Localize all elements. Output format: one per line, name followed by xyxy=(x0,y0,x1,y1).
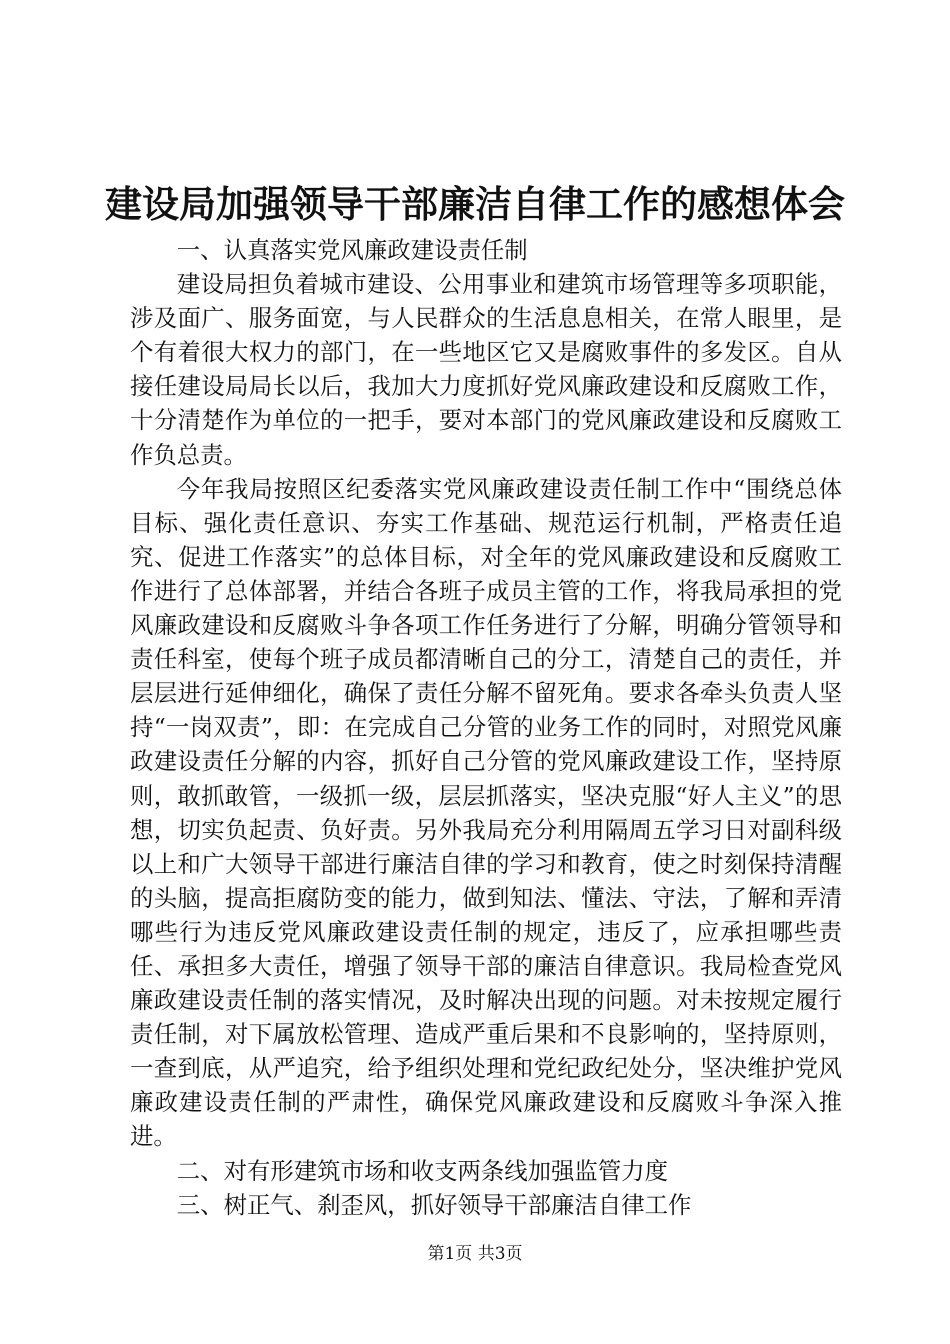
document-title: 建设局加强领导干部廉洁自律工作的感想体会 xyxy=(105,182,845,226)
body-paragraph: 今年我局按照区纪委落实党风廉政建设责任制工作中“围绕总体目标、强化责任意识、夯实工作基础、规范运行机制，严格责任追究、促进工作落实”的总体目标，对全年的党风廉政建设和反腐败工作进行了总体部署，并结合各班子成员主管的工作，将我局承担的党风廉政建设和反腐败斗争各项工作任务进行了分解，明确分管领导和责任科室，使每个班子成员都清晰自己的分工，清楚自己的责任，并层层进行延伸细化，确保了责任分解不留死角。要求各牵头负责人坚持“一岗双责”，即：在完成自己分管的业务工作的同时，对照党风廉政建设责任分解的内容，抓好自己分管的党风廉政建设工作，坚持原则，敢抓敢管，一级抓一级，层层抓落实，坚决克服“好人主义”的思想，切实负起责、负好责。另外我局充分利用隔周五学习日对副科级以上和广大领导干部进行廉洁自律的学习和教育，使之时刻保持清醒的头脑，提高拒腐防变的能力，做到知法、懂法、守法，了解和弄清哪些行为违反党风廉政建设责任制的规定，违反了，应承担哪些责任、承担多大责任，增强了领导干部的廉洁自律意识。我局检查党风廉政建设责任制的落实情况，及时解决出现的问题。对未按规定履行责任制，对下属放松管理、造成严重后果和不良影响的，坚持原则，一查到底，从严追究，给予组织处理和党纪政纪处分，坚决维护党风廉政建设责任制的严肃性，确保党风廉政建设和反腐败斗争深入推进。 xyxy=(130,474,842,1151)
section-heading-1: 一、认真落实党风廉政建设责任制 xyxy=(176,236,528,264)
page-number-footer: 第1页 共3页 xyxy=(427,1244,523,1264)
document-body xyxy=(130,233,842,1222)
section-heading-3: 三、树正气、刹歪风，抓好领导干部廉洁自律工作 xyxy=(176,1190,692,1219)
section-heading-2: 二、对有形建筑市场和收支两条线加强监管力度 xyxy=(176,1156,668,1185)
body-paragraph: 建设局担负着城市建设、公用事业和建筑市场管理等多项职能，涉及面广、服务面宽，与人民群众的生活息息相关，在常人眼里，是个有着很大权力的部门，在一些地区它又是腐败事件的多发区。自从接任建设局局长以后，我加大力度抓好党风廉政建设和反腐败工作，十分清楚作为单位的一把手，要对本部门的党风廉政建设和反腐败工作负总责。 xyxy=(130,270,842,469)
